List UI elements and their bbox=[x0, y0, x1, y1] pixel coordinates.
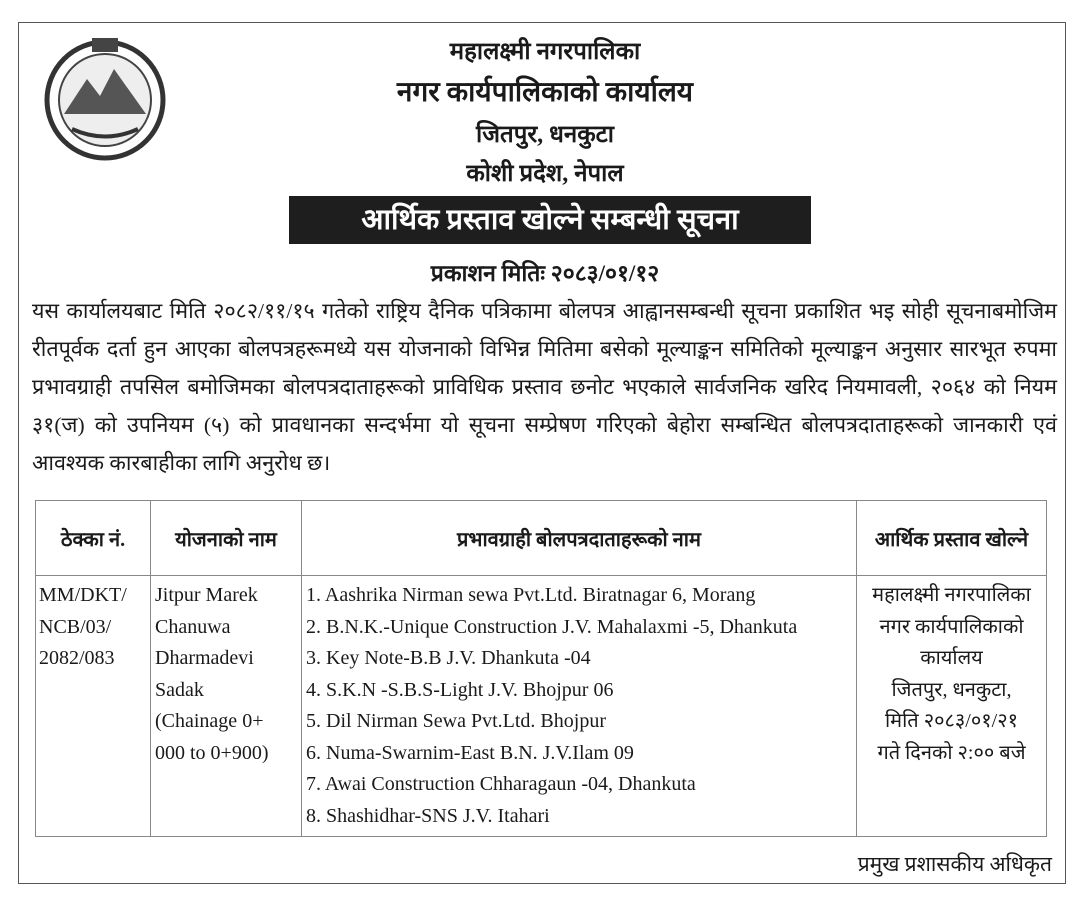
bidder-item: 3. Key Note-B.B J.V. Dhankuta -04 bbox=[306, 647, 591, 669]
project-cell bbox=[151, 576, 302, 837]
bidder-item: 8. Shashidhar-SNS J.V. Itahari bbox=[306, 804, 550, 827]
opening-line: महालक्ष्मी नगरपालिका bbox=[872, 584, 1031, 606]
bidders-cell bbox=[302, 576, 857, 837]
project-line: (Chainage 0+ bbox=[155, 710, 264, 732]
col-project-name: योजनाको नाम bbox=[151, 501, 302, 576]
opening-line: नगर कार्यपालिकाको bbox=[879, 615, 1024, 638]
project-line: Chanuwa bbox=[155, 615, 231, 638]
bidder-item: 4. S.K.N -S.B.S-Light J.V. Bhojpur 06 bbox=[306, 678, 614, 701]
signature-title: प्रमुख प्रशासकीय अधिकृत bbox=[857, 852, 1052, 876]
notice-body: यस कार्यालयबाट मिति २०८२/११/१५ गतेको राष्ट्रिय दैनिक पत्रिकामा बोलपत्र आह्वानसम्बन्धी सूचना प्रकाशित भइ सोही सूचनाबमोजिम रीतपूर्वक दर्ता हुन आएका बोलपत्रहरूमध्ये यस योजनाको विभिन्न मितिमा बसेको मूल्याङ्कन समितिको मूल्याङ्कन अनुसार सारभूत रुपमा प्रभावग्राही तपसिल बमोजिमका बोलपत्रदाताहरूको प्राविधिक प्रस्ताव छनोट भएकाले सार्वजनिक खरिद नियमावली, २०६४ को नियम ३१(ज) को उपनियम (५) को प्रावधानका सन्दर्भमा यो सूचना सम्प्रेषण गरिएको बेहोरा सम्बन्धित बोलपत्रदाताहरूको जानकारी एवं आवश्यक कारबाहीका लागि अनुरोध छ। bbox=[32, 299, 1057, 475]
bidder-item: 7. Awai Construction Chharagaun -04, Dhankuta bbox=[306, 773, 696, 795]
table-row bbox=[36, 576, 1047, 837]
opening-line: मिति २०८३/०१/२१ bbox=[884, 710, 1019, 732]
opening-line: गते दिनको २:०० बजे bbox=[877, 741, 1026, 764]
bidder-item: 2. B.N.K.-Unique Construction J.V. Mahalaxmi -5, Dhankuta bbox=[306, 615, 798, 638]
contract-no-cell bbox=[36, 576, 151, 837]
publish-date: प्रकाशन मितिः २०८३/०१/१२ bbox=[430, 261, 660, 286]
project-line: 000 to 0+900) bbox=[155, 741, 269, 764]
contract-no-line: 2082/083 bbox=[39, 647, 115, 669]
contract-no-line: NCB/03/ bbox=[39, 615, 112, 638]
office-location: जितपुर, धनकुटा bbox=[476, 122, 614, 148]
project-line: Sadak bbox=[155, 678, 204, 701]
opening-cell bbox=[857, 576, 1047, 837]
province: कोशी प्रदेश, नेपाल bbox=[466, 161, 624, 187]
municipality-name: महालक्ष्मी नगरपालिका bbox=[449, 39, 641, 65]
bidder-item: 1. Aashrika Nirman sewa Pvt.Ltd. Biratnagar 6, Morang bbox=[306, 584, 756, 606]
opening-line: कार्यालय bbox=[920, 647, 983, 669]
opening-line: जितपुर, धनकुटा, bbox=[891, 678, 1012, 701]
bidder-item: 5. Dil Nirman Sewa Pvt.Ltd. Bhojpur bbox=[306, 710, 606, 732]
table-header-row bbox=[36, 501, 1047, 576]
col-opening: आर्थिक प्रस्ताव खोल्ने bbox=[857, 501, 1047, 576]
contract-no-line: MM/DKT/ bbox=[39, 584, 127, 606]
project-line: Dharmadevi bbox=[155, 647, 254, 669]
office-name: नगर कार्यपालिकाको कार्यालय bbox=[396, 77, 694, 108]
notice-title: आर्थिक प्रस्ताव खोल्ने सम्बन्धी सूचना bbox=[289, 196, 811, 244]
bidder-item: 6. Numa-Swarnim-East B.N. J.V.Ilam 09 bbox=[306, 741, 634, 764]
col-bidders: प्रभावग्राही बोलपत्रदाताहरूको नाम bbox=[302, 501, 857, 576]
project-line: Jitpur Marek bbox=[155, 584, 258, 606]
bidders-table bbox=[35, 500, 1047, 837]
col-contract-no: ठेक्का नं. bbox=[36, 501, 151, 576]
